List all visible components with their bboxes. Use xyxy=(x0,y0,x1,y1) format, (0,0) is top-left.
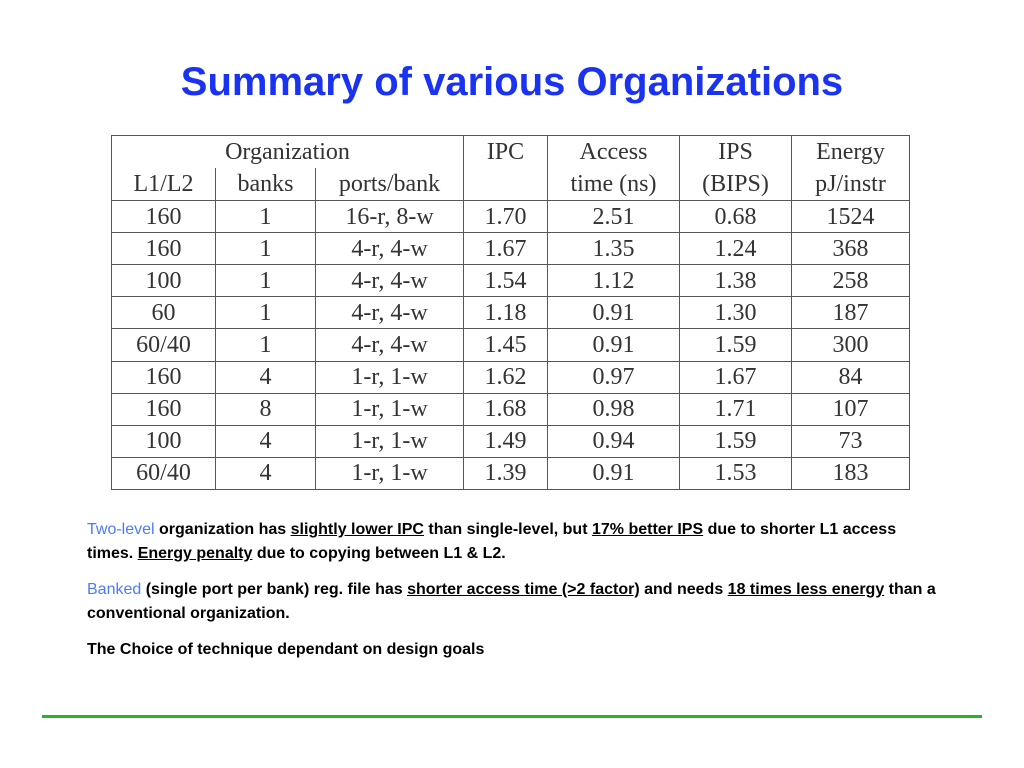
cell-ips: 1.53 xyxy=(680,457,792,489)
header-banks: banks xyxy=(216,168,316,201)
cell-ipc: 1.62 xyxy=(464,361,548,393)
cell-access-time: 0.91 xyxy=(548,457,680,489)
table-row xyxy=(112,329,910,361)
cell-banks: 4 xyxy=(216,457,316,489)
cell-banks: 1 xyxy=(216,297,316,329)
cell-ips: 0.68 xyxy=(680,201,792,233)
cell-ipc: 1.54 xyxy=(464,265,548,297)
note-text: and needs xyxy=(639,581,728,598)
table-header-row-2 xyxy=(112,168,910,201)
header-ips-line1: IPS xyxy=(680,136,792,169)
cell-ports: 1-r, 1-w xyxy=(316,393,464,425)
cell-energy: 368 xyxy=(792,233,910,265)
note-banked xyxy=(87,578,939,626)
cell-ips: 1.30 xyxy=(680,297,792,329)
cell-l1l2: 160 xyxy=(112,201,216,233)
cell-energy: 300 xyxy=(792,329,910,361)
note-underlined: 17% better IPS xyxy=(591,521,704,538)
cell-ips: 1.67 xyxy=(680,361,792,393)
header-ipc: IPC xyxy=(464,136,548,169)
slide-title: Summary of various Organizations xyxy=(180,60,844,104)
cell-access-time: 0.97 xyxy=(548,361,680,393)
organizations-table xyxy=(111,135,910,490)
cell-l1l2: 160 xyxy=(112,393,216,425)
cell-l1l2: 160 xyxy=(112,233,216,265)
cell-ips: 1.59 xyxy=(680,425,792,457)
cell-ipc: 1.68 xyxy=(464,393,548,425)
cell-l1l2: 60/40 xyxy=(112,329,216,361)
cell-access-time: 0.91 xyxy=(548,297,680,329)
cell-ipc: 1.18 xyxy=(464,297,548,329)
header-ports-per-bank: ports/bank xyxy=(316,168,464,201)
cell-banks: 1 xyxy=(216,329,316,361)
cell-l1l2: 100 xyxy=(112,265,216,297)
note-text: organization has xyxy=(154,521,291,538)
cell-ipc: 1.70 xyxy=(464,201,548,233)
cell-banks: 1 xyxy=(216,233,316,265)
cell-ips: 1.71 xyxy=(680,393,792,425)
note-underlined: slightly lower IPC xyxy=(290,521,424,538)
note-underlined: 18 times less energy xyxy=(727,581,885,598)
cell-ipc: 1.67 xyxy=(464,233,548,265)
cell-energy: 187 xyxy=(792,297,910,329)
cell-access-time: 1.12 xyxy=(548,265,680,297)
header-organization: Organization xyxy=(112,136,464,169)
cell-banks: 1 xyxy=(216,201,316,233)
cell-l1l2: 100 xyxy=(112,425,216,457)
cell-ports: 1-r, 1-w xyxy=(316,457,464,489)
cell-energy: 84 xyxy=(792,361,910,393)
table-row xyxy=(112,297,910,329)
note-banked-lead: Banked xyxy=(87,581,142,598)
cell-banks: 4 xyxy=(216,425,316,457)
cell-ports: 4-r, 4-w xyxy=(316,265,464,297)
table-row xyxy=(112,425,910,457)
cell-ips: 1.38 xyxy=(680,265,792,297)
cell-l1l2: 160 xyxy=(112,361,216,393)
cell-ips: 1.24 xyxy=(680,233,792,265)
cell-energy: 73 xyxy=(792,425,910,457)
cell-energy: 107 xyxy=(792,393,910,425)
header-access-line2: time (ns) xyxy=(548,168,680,201)
cell-banks: 8 xyxy=(216,393,316,425)
cell-ports: 16-r, 8-w xyxy=(316,201,464,233)
cell-ips: 1.59 xyxy=(680,329,792,361)
cell-energy: 183 xyxy=(792,457,910,489)
header-energy-line1: Energy xyxy=(792,136,910,169)
footer-rule xyxy=(42,715,982,718)
table-row xyxy=(112,457,910,489)
cell-access-time: 0.94 xyxy=(548,425,680,457)
cell-banks: 4 xyxy=(216,361,316,393)
cell-access-time: 2.51 xyxy=(548,201,680,233)
cell-ports: 4-r, 4-w xyxy=(316,233,464,265)
note-text: than a conventional organization. xyxy=(87,581,936,622)
cell-ipc: 1.49 xyxy=(464,425,548,457)
note-underlined: Energy penalty xyxy=(137,545,253,562)
cell-ipc: 1.45 xyxy=(464,329,548,361)
cell-banks: 1 xyxy=(216,265,316,297)
cell-ports: 1-r, 1-w xyxy=(316,361,464,393)
table-row xyxy=(112,201,910,233)
cell-access-time: 0.91 xyxy=(548,329,680,361)
cell-access-time: 0.98 xyxy=(548,393,680,425)
header-ipc-blank xyxy=(464,168,548,201)
note-text: (single port per bank) reg. file has xyxy=(141,581,408,598)
cell-ports: 1-r, 1-w xyxy=(316,425,464,457)
note-text: than single-level, but xyxy=(423,521,592,538)
note-two-level-lead: Two-level xyxy=(87,521,155,538)
cell-ports: 4-r, 4-w xyxy=(316,329,464,361)
header-ips-line2: (BIPS) xyxy=(680,168,792,201)
header-l1l2: L1/L2 xyxy=(112,168,216,201)
note-two-level xyxy=(87,518,939,566)
cell-ports: 4-r, 4-w xyxy=(316,297,464,329)
cell-l1l2: 60/40 xyxy=(112,457,216,489)
cell-l1l2: 60 xyxy=(112,297,216,329)
note-underlined: shorter access time (>2 factor) xyxy=(407,581,640,598)
note-choice: The Choice of technique dependant on design goals xyxy=(87,641,485,658)
table-body xyxy=(112,201,910,490)
header-access-line1: Access xyxy=(548,136,680,169)
cell-energy: 1524 xyxy=(792,201,910,233)
notes xyxy=(87,518,939,674)
table-header-row-1 xyxy=(112,136,910,169)
header-energy-line2: pJ/instr xyxy=(792,168,910,201)
cell-ipc: 1.39 xyxy=(464,457,548,489)
table-row xyxy=(112,393,910,425)
table-row xyxy=(112,361,910,393)
note-text: due to copying between L1 & L2. xyxy=(252,545,506,562)
cell-energy: 258 xyxy=(792,265,910,297)
table-row xyxy=(112,265,910,297)
note-text: due to shorter L1 access times. xyxy=(87,521,897,562)
cell-access-time: 1.35 xyxy=(548,233,680,265)
table-row xyxy=(112,233,910,265)
